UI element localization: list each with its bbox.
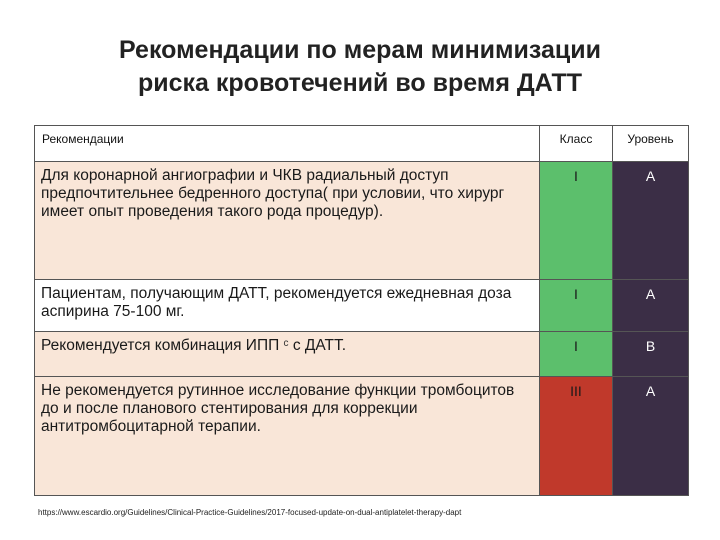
- level-value: A: [645, 286, 656, 302]
- header-recommendations: [35, 126, 540, 162]
- class-cell: [540, 280, 613, 332]
- class-value: I: [574, 286, 578, 302]
- level-value: A: [645, 383, 656, 399]
- recommendation-text: [35, 332, 539, 355]
- table-row: [35, 332, 689, 377]
- class-cell: [540, 377, 613, 496]
- header-level-label: Уровень: [627, 132, 674, 146]
- recommendation-cell: [35, 280, 540, 332]
- level-value: B: [645, 338, 656, 354]
- recommendation-text: Для коронарной ангиографии и ЧКВ радиальный доступ предпочтительнее бедренного доступа( при условии, что хирург имеет опыт проведения такого рода процедур).: [41, 167, 505, 220]
- level-cell: [613, 377, 689, 496]
- class-value: I: [574, 168, 578, 184]
- title-line-1: Рекомендации по мерам минимизации: [118, 36, 602, 64]
- level-cell: [613, 280, 689, 332]
- title-line-2: риска кровотечений во время ДАТТ: [137, 69, 583, 97]
- table-row: [35, 377, 689, 496]
- recommendation-text-after: с ДАТТ.: [288, 337, 347, 354]
- recommendation-cell: [35, 377, 540, 496]
- recommendation-cell: [35, 332, 540, 377]
- class-cell: [540, 332, 613, 377]
- recommendations-table: [34, 125, 689, 496]
- level-value: A: [645, 168, 656, 184]
- header-class-label: Класс: [559, 132, 593, 146]
- class-cell: [540, 162, 613, 280]
- source-link[interactable]: https://www.escardio.org/Guidelines/Clinical-Practice-Guidelines/2017-focused-update-on-dual-antiplatelet-therapy-dapt: [38, 508, 462, 517]
- level-cell: [613, 332, 689, 377]
- recommendation-text: Пациентам, получающим ДАТТ, рекомендуется ежедневная доза аспирина 75-100 мг.: [41, 285, 512, 320]
- page-title: [40, 34, 680, 100]
- table-row: [35, 280, 689, 332]
- footnote-marker: c: [283, 338, 289, 349]
- class-value: III: [570, 383, 582, 399]
- level-cell: [613, 162, 689, 280]
- table-row: [35, 162, 689, 280]
- class-value: I: [574, 338, 578, 354]
- header-level: [613, 126, 689, 162]
- recommendation-cell: [35, 162, 540, 280]
- recommendation-text-before: Рекомендуется комбинация ИПП: [41, 337, 284, 354]
- header-class: [540, 126, 613, 162]
- header-recommendations-label: Рекомендации: [42, 132, 124, 146]
- recommendation-text: Не рекомендуется рутинное исследование функции тромбоцитов до и после планового стентирования для коррекции антитромбоцитарной терапии.: [41, 382, 515, 435]
- table-header-row: [35, 126, 689, 162]
